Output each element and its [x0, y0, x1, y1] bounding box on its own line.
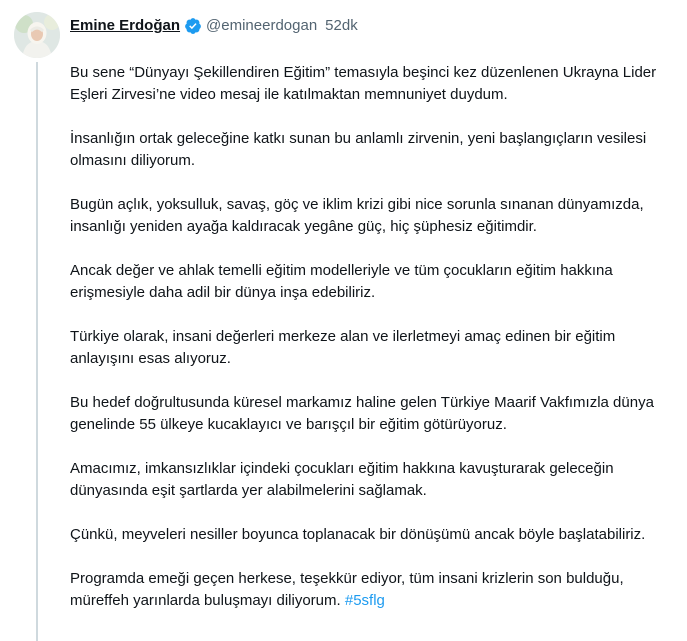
tweet-header — [70, 16, 358, 36]
verified-badge-icon — [184, 17, 202, 35]
tweet-paragraph-last — [70, 568, 670, 612]
thread-line — [36, 62, 38, 641]
tweet-paragraph: Ancak değer ve ahlak temelli eğitim modelleriyle ve tüm çocukların eğitim hakkına erişmesiyle daha adil bir dünya inşa edebiliriz. — [70, 262, 613, 301]
hashtag-link[interactable]: #5sflg — [344, 592, 385, 609]
tweet-paragraph: Bugün açlık, yoksulluk, savaş, göç ve iklim krizi gibi nice sorunla sınanan dünyamızda, insanlığı yeniden ayağa kaldıracak yegâne güç, hiç şüphesiz eğitimdir. — [70, 196, 644, 235]
avatar-image — [14, 12, 60, 58]
tweet-timestamp[interactable]: 52dk — [325, 17, 358, 34]
avatar[interactable] — [14, 12, 60, 58]
tweet-paragraph: İnsanlığın ortak geleceğine katkı sunan bu anlamlı zirvenin, yeni başlangıçların vesilesi olmasını diliyorum. — [70, 130, 647, 169]
tweet-paragraph: Çünkü, meyveleri nesiller boyunca toplanacak bir dönüşümü ancak böyle başlatabiliriz. — [70, 526, 646, 543]
tweet-paragraph: Bu hedef doğrultusunda küresel markamız haline gelen Türkiye Maarif Vakfımızla dünya genelinde 55 ülkeye kucaklayıcı ve barışçıl bir eğitim götürüyoruz. — [70, 394, 654, 433]
tweet-paragraph: Türkiye olarak, insani değerleri merkeze alan ve ilerletmeyi amaç edinen bir eğitim anlayışını esas alıyoruz. — [70, 328, 616, 367]
tweet-last-text: Programda emeği geçen herkese, teşekkür ediyor, tüm insani krizlerin son bulduğu, müreffeh yarınlarda buluşmayı diliyorum. — [70, 570, 624, 609]
author-handle[interactable]: @emineerdogan — [206, 17, 318, 34]
tweet-paragraph: Amacımız, imkansızlıklar içindeki çocukları eğitim hakkına kavuşturarak geleceğin dünyasında eşit şartlarda yer alabilmelerini sağlamak. — [70, 460, 614, 499]
tweet-text — [70, 62, 670, 634]
author-name[interactable]: Emine Erdoğan — [70, 17, 181, 34]
tweet-paragraph: Bu sene “Dünyayı Şekillendiren Eğitim” temasıyla beşinci kez düzenlenen Ukrayna Lider Eşleri Zirvesi’ne video mesaj ile katılmaktan memnuniyet duydum. — [70, 64, 657, 103]
